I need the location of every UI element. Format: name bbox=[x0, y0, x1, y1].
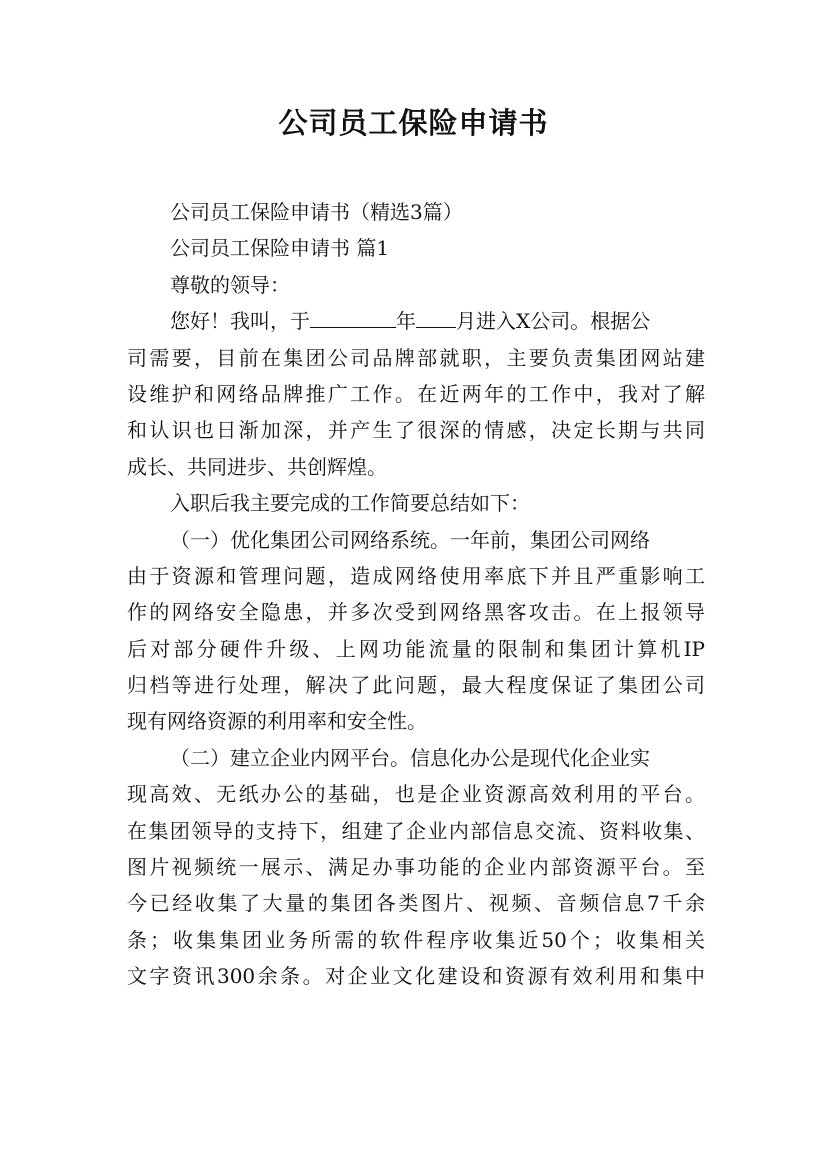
paragraph-line: 由于资源和管理问题，造成网络使用率底下并且严重影响工 bbox=[127, 563, 705, 588]
paragraph-line bbox=[127, 303, 705, 339]
paragraph-line: 成长、共同进步、共创辉煌。 bbox=[127, 454, 387, 479]
fill-in-blank-year bbox=[310, 305, 396, 328]
paragraph-line: 现有网络资源的利用率和安全性。 bbox=[127, 709, 427, 734]
paragraph-text: 年 bbox=[396, 309, 416, 334]
paragraph-line: 今已经收集了大量的集团各类图片、视频、音频信息7千余 bbox=[127, 891, 705, 916]
paragraph-line: 现高效、无纸办公的基础，也是企业资源高效利用的平台。 bbox=[127, 782, 705, 807]
paragraph-text: 您好！我叫，于 bbox=[170, 309, 310, 334]
fill-in-blank-month bbox=[416, 305, 456, 328]
paragraph-line: 归档等进行处理，解决了此问题，最大程度保证了集团公司 bbox=[127, 673, 705, 698]
salutation: 尊敬的领导： bbox=[170, 272, 290, 297]
paragraph-line: 设维护和网络品牌推广工作。在近两年的工作中，我对了解 bbox=[127, 381, 705, 406]
paragraph-line: 和认识也日渐加深，并产生了很深的情感，决定长期与共同 bbox=[127, 418, 705, 443]
paragraph-line: 图片视频统一展示、满足办事功能的企业内部资源平台。至 bbox=[127, 855, 705, 880]
paragraph-line: 入职后我主要完成的工作简要总结如下： bbox=[170, 491, 530, 516]
paragraph-line: 在集团领导的支持下，组建了企业内部信息交流、资料收集、 bbox=[127, 818, 705, 843]
paragraph-line: 文字资讯300余条。对企业文化建设和资源有效利用和集中 bbox=[127, 964, 705, 989]
paragraph-line: 条；收集集团业务所需的软件程序收集近50个；收集相关 bbox=[127, 927, 705, 952]
paragraph-text: 月进入X公司。根据公 bbox=[456, 309, 651, 334]
paragraph-line: 司需要，目前在集团公司品牌部就职，主要负责集团网站建 bbox=[127, 345, 705, 370]
document-body bbox=[127, 194, 705, 995]
paragraph-line: 后对部分硬件升级、上网功能流量的限制和集团计算机IP bbox=[127, 636, 705, 661]
paragraph-line: （一）优化集团公司网络系统。一年前，集团公司网络 bbox=[170, 527, 650, 552]
subtitle-line: 公司员工保险申请书（精选3篇） bbox=[170, 200, 463, 224]
document-title: 公司员工保险申请书 bbox=[278, 106, 549, 140]
section-heading: 公司员工保险申请书 篇1 bbox=[170, 236, 390, 261]
paragraph-line: 作的网络安全隐患，并多次受到网络黑客攻击。在上报领导 bbox=[127, 600, 705, 625]
paragraph-line: （二）建立企业内网平台。信息化办公是现代化企业实 bbox=[170, 745, 650, 770]
